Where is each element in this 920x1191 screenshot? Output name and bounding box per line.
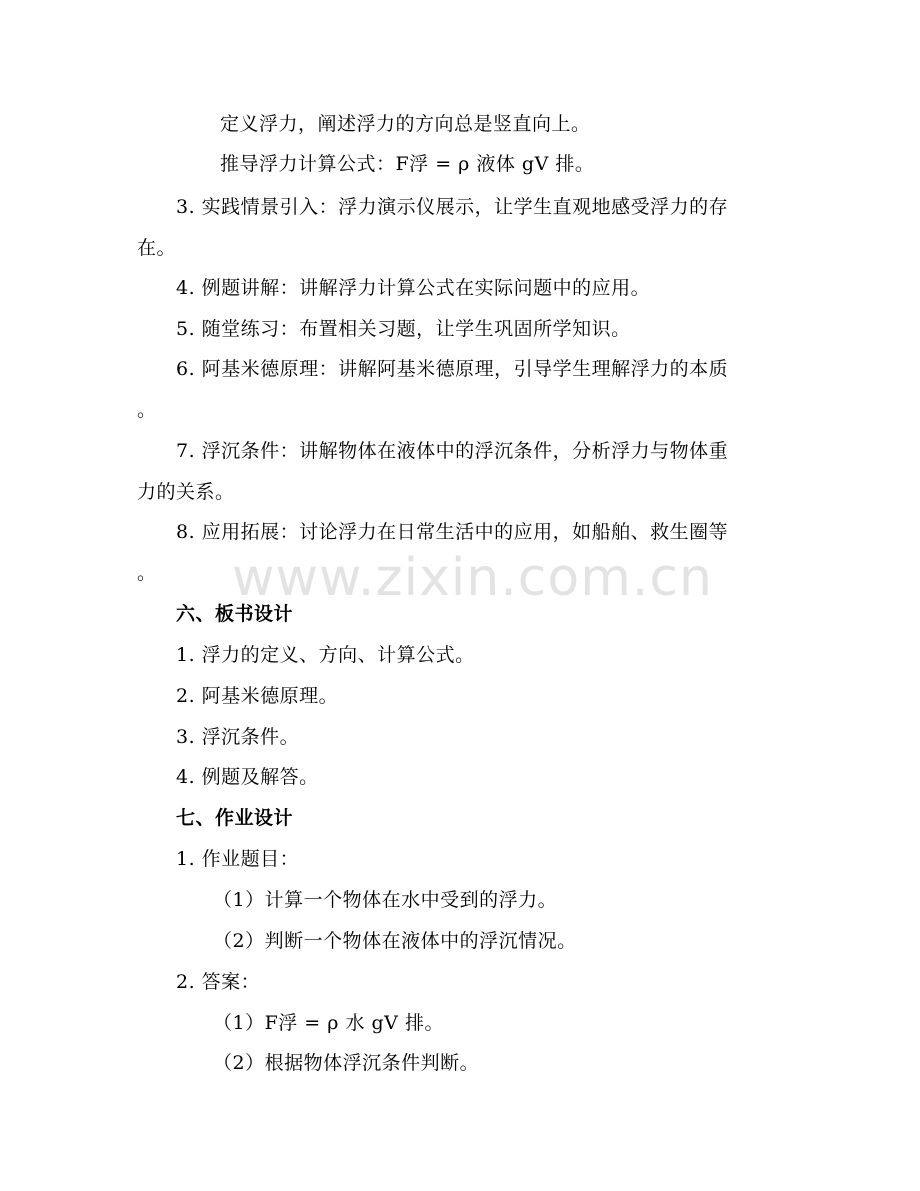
homework-item-2: 2. 答案： — [176, 971, 261, 993]
homework-question-1: （1）计算一个物体在水中受到的浮力。 — [213, 889, 558, 911]
item-5: 5. 随堂练习：布置相关习题，让学生巩固所学知识。 — [176, 318, 631, 340]
item-4: 4. 例题讲解：讲解浮力计算公式在实际问题中的应用。 — [176, 277, 651, 299]
item-6-line-2: 。 — [137, 399, 157, 421]
section-6-heading: 六、板书设计 — [176, 603, 294, 625]
board-item-2: 2. 阿基米德原理。 — [176, 685, 339, 707]
item-3-line-1: 3. 实践情景引入：浮力演示仪展示，让学生直观地感受浮力的存 — [176, 196, 729, 218]
definition-line: 定义浮力，阐述浮力的方向总是竖直向上。 — [220, 113, 591, 135]
formula-line: 推导浮力计算公式：F浮 = ρ 液体 gV 排。 — [220, 153, 595, 175]
board-item-4: 4. 例题及解答。 — [176, 766, 319, 788]
board-item-1: 1. 浮力的定义、方向、计算公式。 — [176, 644, 475, 666]
section-7-heading: 七、作业设计 — [176, 807, 294, 829]
item-6-line-1: 6. 阿基米德原理：讲解阿基米德原理，引导学生理解浮力的本质 — [176, 358, 729, 380]
homework-question-2: （2）判断一个物体在液体中的浮沉情况。 — [213, 930, 577, 952]
homework-item-1: 1. 作业题目： — [176, 848, 300, 870]
item-8-line-2: 。 — [137, 562, 157, 584]
answer-2: （2）根据物体浮沉条件判断。 — [213, 1052, 480, 1074]
watermark: www.zixin.com.cn — [232, 548, 713, 608]
item-7-line-1: 7. 浮沉条件：讲解物体在液体中的浮沉条件，分析浮力与物体重 — [176, 440, 729, 462]
item-3-line-2: 在。 — [137, 237, 177, 259]
answer-1: （1）F浮 = ρ 水 gV 排。 — [213, 1012, 444, 1034]
item-8-line-1: 8. 应用拓展：讨论浮力在日常生活中的应用，如船舶、救生圈等 — [176, 521, 729, 543]
board-item-3: 3. 浮沉条件。 — [176, 726, 300, 748]
item-7-line-2: 力的关系。 — [137, 481, 235, 503]
